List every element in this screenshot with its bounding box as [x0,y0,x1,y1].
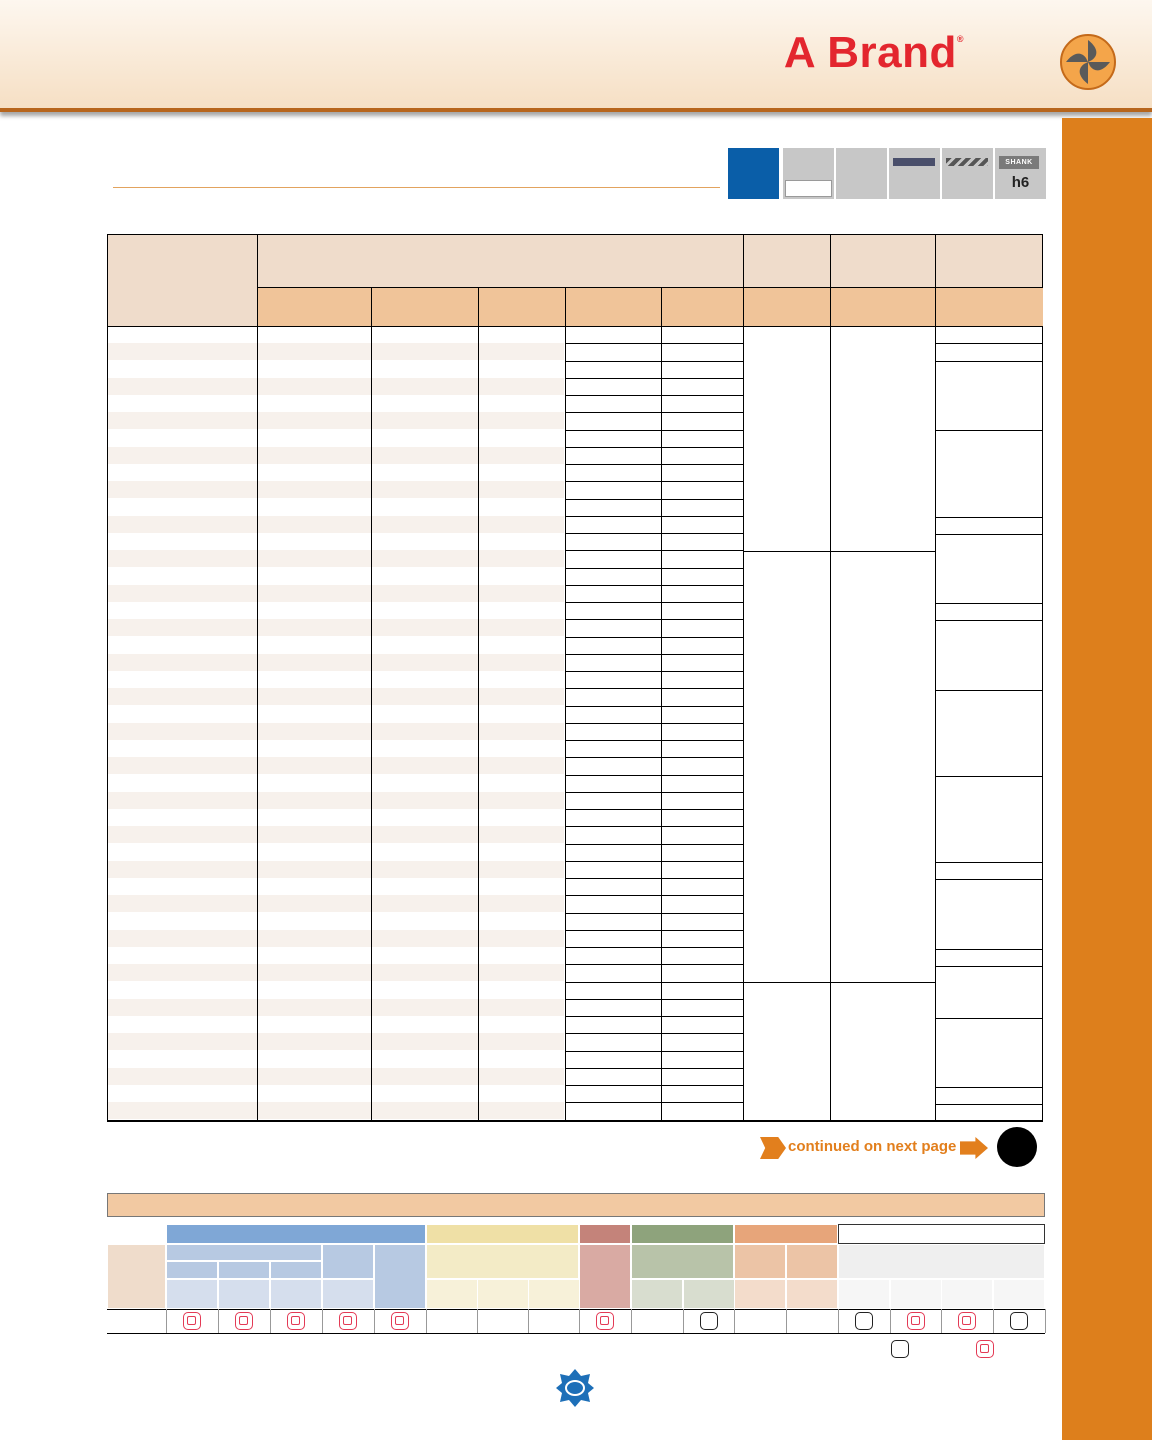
row-divider [565,568,743,569]
table-row [108,550,564,567]
excellent-mark-icon [596,1312,614,1330]
mark-cell-divider [993,1309,994,1333]
note-divider [935,361,1042,362]
row-divider [565,1051,743,1052]
note-divider [935,879,1042,880]
row-divider [565,464,743,465]
row-divider [565,343,743,344]
row-divider [565,619,743,620]
row-divider [565,637,743,638]
hardened-group-header [631,1224,734,1244]
other-sub-header [838,1244,1045,1279]
subheader-cell [743,287,830,326]
note-divider [935,690,1042,691]
table-row [108,930,564,947]
helix-icon [836,148,887,199]
steel-sub-header [166,1261,218,1279]
note-divider [935,603,1042,604]
material-cell [166,1279,218,1309]
stainless-group-header [426,1224,579,1244]
page-tab-dot [997,1127,1037,1167]
row-divider [565,775,743,776]
row-divider [565,964,743,965]
material-cell [786,1279,838,1309]
row-divider [565,757,743,758]
row-divider [565,999,743,1000]
flute-icon [783,148,834,199]
stainless-sub-header [426,1244,579,1279]
row-divider [565,861,743,862]
note-divider [935,620,1042,621]
material-cell [734,1279,786,1309]
mark-cell-divider [166,1309,167,1333]
shank-label: SHANK [999,156,1039,169]
table-row [108,1033,564,1050]
osg-logo [555,1368,595,1408]
row-divider [565,585,743,586]
shank-tolerance: h6 [1011,174,1030,191]
subheader-cell [661,287,743,326]
cutter-type-icon [942,148,993,199]
excellent-mark-icon [287,1312,305,1330]
mark-cell-divider [374,1309,375,1333]
table-row [108,619,564,636]
mark-cell-divider [734,1309,735,1333]
subheader-cell [565,287,661,326]
mark-cell-divider [838,1309,839,1333]
mark-cell-divider [218,1309,219,1333]
row-divider [565,826,743,827]
row-divider [565,671,743,672]
row-divider [565,412,743,413]
arrow-left-icon [760,1137,786,1159]
coating-icon [728,148,779,199]
row-divider [565,844,743,845]
row-divider [565,947,743,948]
group-divider [743,551,935,552]
row-divider [565,516,743,517]
row-divider [565,809,743,810]
row-divider [565,533,743,534]
excellent-mark-icon [183,1312,201,1330]
row-divider [565,1016,743,1017]
mark-cell-divider [1045,1309,1046,1333]
row-divider [565,1102,743,1103]
row-divider [565,688,743,689]
table-row [108,1102,564,1119]
table-row [108,654,564,671]
row-divider [565,550,743,551]
note-divider [935,1087,1042,1088]
steel-sub-header [218,1261,270,1279]
column-divider [371,287,372,1121]
row-divider [565,499,743,500]
end-mill-icon [1060,34,1116,90]
header-divider [108,326,1042,327]
row-divider [565,895,743,896]
column-divider [743,235,744,1121]
steel-sub-header [322,1244,374,1279]
nonferrous-sub-header [786,1244,838,1279]
mark-cell-divider [528,1309,529,1333]
title-divider [113,187,720,188]
table-row [108,688,564,705]
length-icon [889,148,940,199]
table-row [108,447,564,464]
material-cell [322,1279,374,1309]
steel-sub-header [166,1244,322,1261]
arrow-right-icon [960,1137,988,1159]
row-divider [565,1085,743,1086]
subheader-cell [371,287,478,326]
good-mark-icon [855,1312,873,1330]
row-divider [565,1033,743,1034]
row-divider [565,395,743,396]
row-divider [565,706,743,707]
page-header [0,0,1152,112]
legend-excellent-icon [976,1340,994,1358]
column-divider [830,235,831,1121]
group-divider [743,982,935,983]
material-label-cell [107,1244,166,1309]
material-table-divider [107,1309,1045,1310]
table-row [108,964,564,981]
subheader-cell [935,287,1043,326]
mark-cell-divider [270,1309,271,1333]
steel-sub-header [374,1244,426,1309]
column-divider [257,235,258,1121]
table-row [108,826,564,843]
table-row [108,481,564,498]
steel-group-header [166,1224,426,1244]
hardened-sub-header [631,1244,734,1279]
table-header [108,235,1042,287]
row-divider [565,378,743,379]
material-cell [426,1279,478,1309]
nonferrous-sub-header [734,1244,786,1279]
note-divider [935,517,1042,518]
mark-cell-divider [786,1309,787,1333]
material-cell [631,1279,683,1309]
cast-iron-sub-header [579,1244,631,1309]
note-divider [935,534,1042,535]
mark-cell-divider [890,1309,891,1333]
row-divider [565,430,743,431]
mark-cell-divider [941,1309,942,1333]
nonferrous-group-header [734,1224,838,1244]
note-divider [935,343,1042,344]
excellent-mark-icon [391,1312,409,1330]
good-mark-icon [700,1312,718,1330]
material-cell [941,1279,993,1309]
legend-good-icon [891,1340,909,1358]
mark-cell-divider [579,1309,580,1333]
row-divider [565,481,743,482]
row-divider [565,982,743,983]
shank-tolerance-icon [995,148,1046,199]
table-row [108,861,564,878]
row-divider [565,654,743,655]
subheader-cell [257,287,371,326]
table-row [108,412,564,429]
row-divider [565,602,743,603]
row-divider [565,930,743,931]
table-row [108,343,564,360]
row-divider [565,1068,743,1069]
table-row [108,757,564,774]
brand-logo: A Brand® [783,28,964,77]
row-divider [565,740,743,741]
mark-cell-divider [631,1309,632,1333]
row-divider [565,361,743,362]
mark-cell-divider [477,1309,478,1333]
other-group-header [838,1224,1045,1244]
column-divider [478,287,479,1121]
note-divider [935,862,1042,863]
mark-cell-divider [322,1309,323,1333]
mark-cell-divider [683,1309,684,1333]
table-row [108,585,564,602]
note-divider [935,1018,1042,1019]
table-row [108,516,564,533]
mark-cell-divider [426,1309,427,1333]
table-row [108,999,564,1016]
size-table [107,234,1043,1122]
column-divider [935,235,936,1121]
row-divider [565,447,743,448]
material-cell [838,1279,890,1309]
row-divider [565,723,743,724]
material-cell [477,1279,529,1309]
continued-text: continued on next page [788,1138,957,1155]
excellent-mark-icon [339,1312,357,1330]
table-row [108,723,564,740]
subheader-cell [478,287,565,326]
excellent-mark-icon [907,1312,925,1330]
material-cell [890,1279,942,1309]
row-divider [565,878,743,879]
material-cell [993,1279,1045,1309]
material-table-bottom [107,1333,1045,1334]
material-cell [218,1279,270,1309]
row-divider [565,792,743,793]
note-divider [935,1104,1042,1105]
subheader-cell [830,287,935,326]
table-row [108,1068,564,1085]
table-row [108,378,564,395]
note-divider [935,776,1042,777]
material-table-title-bar [107,1193,1045,1217]
good-mark-icon [1010,1312,1028,1330]
row-divider [565,913,743,914]
excellent-mark-icon [235,1312,253,1330]
material-cell [528,1279,580,1309]
note-divider [935,430,1042,431]
material-cell [270,1279,322,1309]
excellent-mark-icon [958,1312,976,1330]
note-divider [935,966,1042,967]
steel-sub-header [270,1261,322,1279]
material-cell [683,1279,735,1309]
cast-iron-group-header [579,1224,631,1244]
table-row [108,792,564,809]
note-divider [935,949,1042,950]
table-row [108,895,564,912]
section-sidebar [1062,118,1152,1440]
